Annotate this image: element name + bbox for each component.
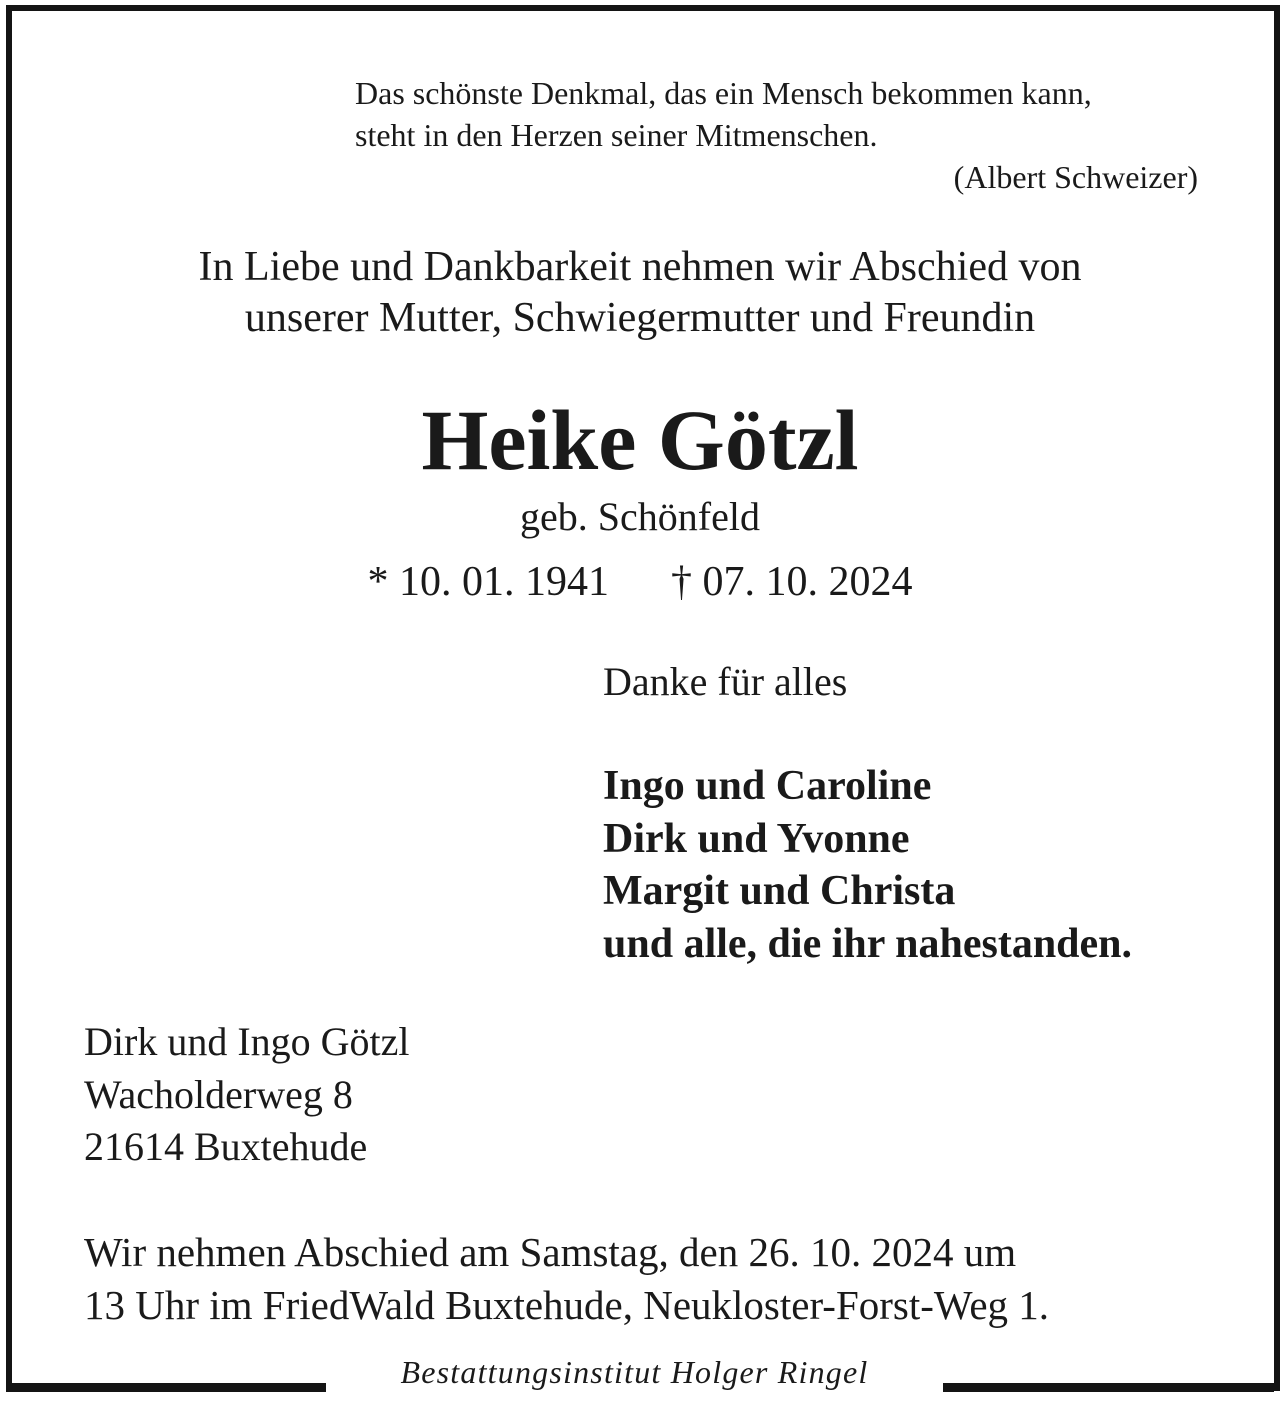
undertaker-credit: Bestattungsinstitut Holger Ringel (400, 1354, 869, 1390)
bottom-rule-right (943, 1383, 1274, 1392)
family-address (84, 1016, 410, 1174)
mourner-entry: Ingo und Caroline (603, 763, 932, 809)
funeral-notice (84, 1226, 1049, 1332)
mourner-entry: Margit und Christa (603, 868, 956, 914)
address-names: Dirk und Ingo Götzl (84, 1019, 410, 1064)
intro-line: In Liebe und Dankbarkeit nehmen wir Abschied von (198, 244, 1082, 290)
quote-author: (Albert Schweizer) (953, 159, 1198, 195)
thanks-text: Danke für alles (603, 659, 848, 704)
funeral-line: Wir nehmen Abschied am Samstag, den 26. 10. 2024 um (84, 1229, 1017, 1275)
deceased-name: Heike Götzl (421, 392, 859, 488)
mourner-entry: und alle, die ihr nahestanden. (603, 920, 1133, 967)
quote-line: steht in den Herzen seiner Mitmenschen. (355, 117, 878, 153)
bottom-rule-left (6, 1383, 326, 1392)
birth-date: * 10. 01. 1941 (367, 559, 609, 605)
life-dates (0, 556, 1280, 608)
death-date: † 07. 10. 2024 (671, 559, 913, 605)
intro-line: unserer Mutter, Schwiegermutter und Freundin (244, 295, 1036, 341)
maiden-name: geb. Schönfeld (520, 494, 760, 539)
address-street: Wacholderweg 8 (84, 1071, 353, 1117)
mourners-list (603, 760, 1132, 970)
mourner-entry: Dirk und Yvonne (603, 815, 910, 862)
address-city: 21614 Buxtehude (84, 1124, 368, 1169)
quote-line: Das schönste Denkmal, das ein Mensch bekommen kann, (355, 75, 1092, 111)
intro-text (60, 242, 1220, 344)
epigraph-quote (355, 72, 1198, 198)
funeral-line: 13 Uhr im FriedWald Buxtehude, Neukloster-Forst-Weg 1. (84, 1282, 1050, 1328)
